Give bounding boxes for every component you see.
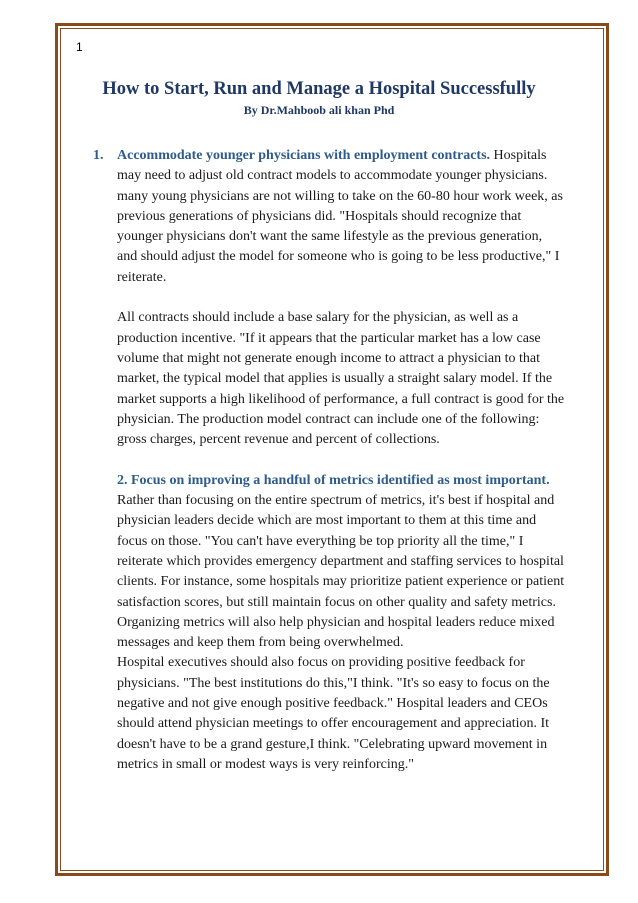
section-number: 1.: [93, 148, 104, 163]
section-paragraph: All contracts should include a base salary for the physician, as well as a production incentive. "If it appears that the particular market has a low case volume that might not generate enough income to attract a physician to that market, the typical model that applies is usually a straight salary model. If the market supports a high likelihood of performance, a full contract is good for the physician. The production model contract can include one of the following: gross charges, percent revenue and percent of collections.: [117, 310, 565, 448]
section-heading: Accommodate younger physicians with employment contracts.: [117, 148, 491, 163]
section-heading-text: Focus on improving a handful of metrics identified as most important.: [131, 472, 550, 488]
article-body: [93, 146, 565, 775]
author-byline: By Dr.Mahboob ali khan Phd: [243, 103, 395, 117]
page-title: How to Start, Run and Manage a Hospital Successfully: [102, 79, 536, 99]
page-number: 1: [76, 40, 83, 54]
section-paragraph: [117, 471, 565, 654]
section-paragraph: Hospital executives should also focus on providing positive feedback for physicians. "The best institutions do this,"I think. "It's so easy to focus on the negative and not give enough positive feedback." Hospital leaders and CEOs should attend physician meetings to offer encouragement and appreciation. It doesn't have to be a grand gesture,I think. "Celebrating upward movement in metrics in small or modest ways is very reinforcing.": [117, 655, 550, 772]
section-number: 2.: [117, 472, 128, 488]
section-paragraph: [117, 146, 565, 288]
section-1: [93, 146, 565, 450]
section-2: [117, 471, 565, 775]
section-text: Rather than focusing on the entire spectrum of metrics, it's best if hospital and physician leaders decide which are most important to them at this time and focus on those. "You can't have everything be top priority all the time," I reiterate which provides emergency department and staffing services to hospital clients. For instance, some hospitals may prioritize patient experience or patient satisfaction scores, but still maintain focus on other quality and safety metrics. Organizing metrics will also help physician and hospital leaders reduce mixed messages and keep them from being overwhelmed.: [117, 493, 565, 651]
section-heading: [117, 473, 550, 488]
section-text: Hospitals may need to adjust old contract models to accommodate younger physicians. many young physicians are not willing to take on the 60-80 hour work week, as previous generations of physicians did. "Hospitals should recognize that younger physicians don't want the same lifestyle as the previous generation, and should adjust the model for someone who is going to be less productive," I reiterate.: [117, 148, 563, 285]
